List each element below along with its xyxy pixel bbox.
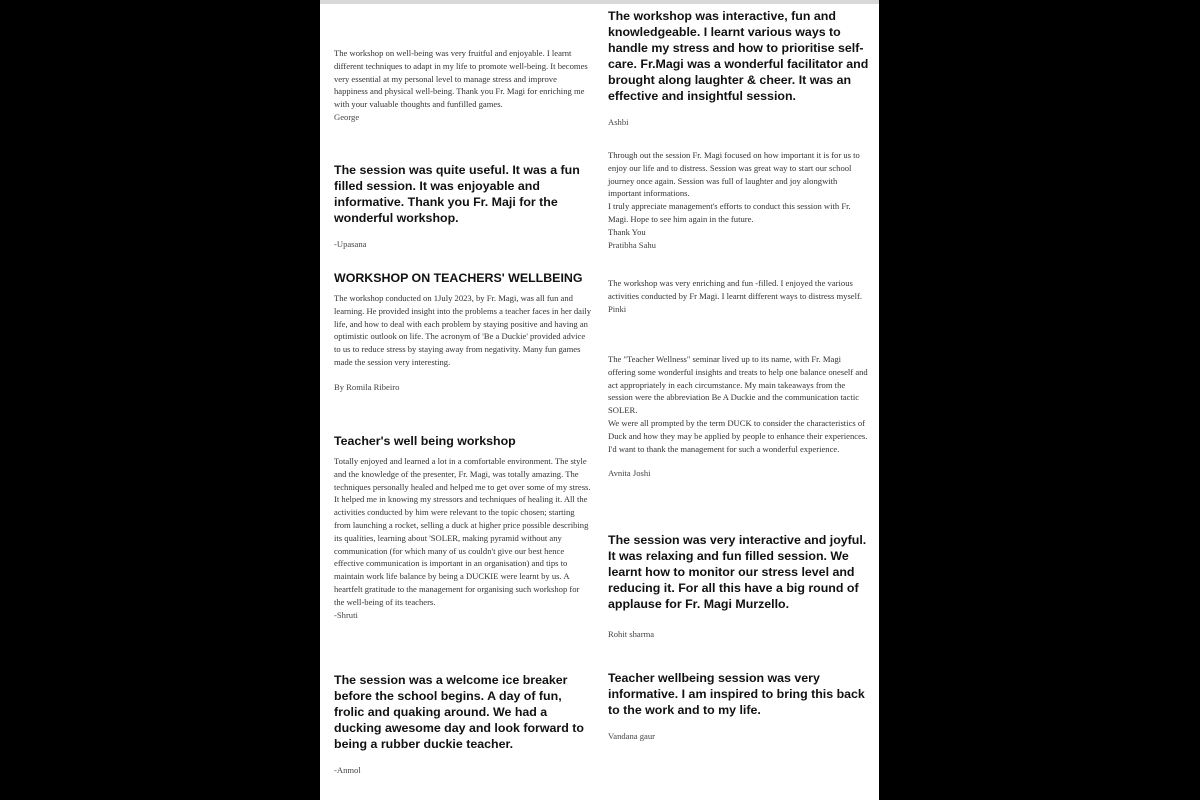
testimonial-author: Vandana gaur — [608, 731, 656, 741]
testimonial-anmol — [334, 672, 592, 777]
testimonial-author: -Anmol — [334, 765, 361, 775]
testimonial-shruti — [334, 433, 592, 621]
testimonial-text: The workshop was interactive, fun and knowledgeable. I learnt various ways to handle my stress and how to prioritise self-care. Fr.Magi was a wonderful facilitator and brought along laughter & cheer. It was an effective and insightful session. — [608, 9, 869, 103]
testimonial-romila — [334, 270, 592, 394]
testimonial-text: The workshop on well-being was very fruitful and enjoyable. I learnt different techniques to adapt in my life to promote well-being. It becomes very essential at my personal level to manage stress and improve happiness and physical well-being. Thank you Fr. Magi for enriching me with your valuable thoughts and funfilled games. — [334, 48, 588, 110]
testimonial-text: Through out the session Fr. Magi focused on how important it is for us to enjoy our life and to distress. Session was great way to start our school journey once again. Session was full of laughter and joy alongwith important informations. I truly appreciate management's efforts to conduct this session with Fr. Magi. Hope to see him again in the future. Thank You — [608, 150, 860, 237]
testimonial-author: Rohit sharma — [608, 629, 655, 639]
testimonial-text: The session was a welcome ice breaker before the school begins. A day of fun, frolic and quaking around. We had a ducking awesome day and look forward to being a rubber duckie teacher. — [334, 673, 584, 751]
testimonial-upasana — [334, 162, 592, 251]
testimonial-pratibha — [608, 149, 870, 251]
testimonial-text: The workshop conducted on 1July 2023, by Fr. Magi, was all fun and learning. He provided insight into the problems a teacher faces in her daily life, and how to deal with each problem by staying positive and having an optimistic outlook on life. The acronym of 'Be a Duckie' provided advice to us to reduce stress by staying away from negativity. Many fun games made the session very interesting. — [334, 293, 592, 367]
testimonial-text: Totally enjoyed and learned a lot in a comfortable environment. The style and the knowledge of the presenter, Fr. Magi, was totally amazing. The techniques personally healed and helped me to get over some of my stress. It helped me in knowing my stressors and techniques of healing it. All the activities conducted by him were relevant to the topic chosen; starting from launching a rocket, selling a duck at higher price possible describing its qualities, learning about 'SOLER, making pyramid without any communication (for which many of us couldn't give our best hence effective communication is important in an organisation) and tips to maintain work life balance by being a DUCKIE were learnt by us. A heartfelt gratitude to the management for organising such workshop for the well-being of its teachers. — [334, 456, 591, 607]
testimonial-author: Ashbi — [608, 117, 629, 127]
testimonial-text: The session was very interactive and joyful. It was relaxing and fun filled session. We learnt how to monitor our stress level and reducing it. For all this have a big round of applause for Fr. Magi Murzello. — [608, 533, 867, 611]
testimonial-author: Avnita Joshi — [608, 468, 651, 479]
testimonial-author: -Shruti — [334, 609, 358, 620]
testimonial-rohit — [608, 532, 870, 641]
testimonial-text: The session was quite useful. It was a fun filled session. It was enjoyable and informative. Thank you Fr. Maji for the wonderful workshop. — [334, 163, 580, 225]
testimonial-author: By Romila Ribeiro — [334, 381, 400, 392]
testimonial-text: The "Teacher Wellness" seminar lived up to its name, with Fr. Magi offering some wonderful insights and treats to help one balance oneself and act appropriately in each circumstance. My main takeaways from the session were the abbreviation Be A Duckie and the communication tactic SOLER. We were all prompted by the term DUCK to consider the characteristics of Duck and how they may be applied by people to enhance their experiences. I'd want to thank the management for such a wonderful experience. — [608, 354, 868, 454]
testimonial-title: WORKSHOP ON TEACHERS' WELLBEING — [334, 271, 583, 285]
testimonial-vandana — [608, 670, 870, 743]
testimonial-title: Teacher's well being workshop — [334, 434, 516, 448]
testimonial-author: -Upasana — [334, 239, 367, 249]
testimonial-text: The workshop was very enriching and fun -filled. I enjoyed the various activities conducted by Fr Magi. I learnt different ways to distress myself. — [608, 278, 863, 301]
page-top-edge — [320, 0, 879, 4]
document-page — [320, 0, 879, 800]
testimonial-ashbi — [608, 8, 870, 129]
testimonial-author: Pinki — [608, 303, 627, 314]
testimonial-author: Pratibha Sahu — [608, 239, 656, 250]
testimonial-author: George — [334, 111, 360, 122]
testimonial-avnita — [608, 353, 870, 480]
testimonial-george — [334, 47, 592, 124]
testimonial-text: Teacher wellbeing session was very informative. I am inspired to bring this back to the work and to my life. — [608, 671, 865, 717]
testimonial-pinki — [608, 277, 870, 315]
